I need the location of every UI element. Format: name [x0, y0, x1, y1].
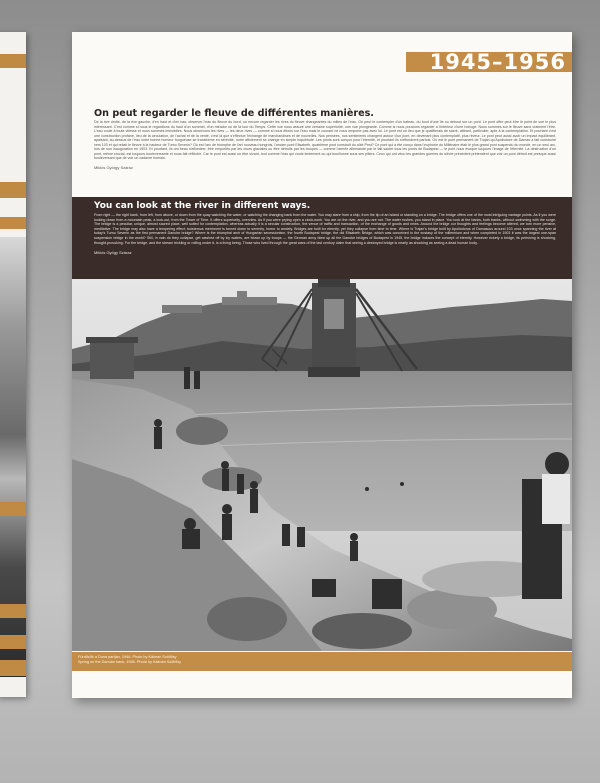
danube-bank-photo-illustration: [72, 279, 572, 651]
photo-caption-hu: Fürdőzők a Duna partján, 1946. Photo by Kálmán Szöllősy: [78, 655, 177, 659]
french-author: Miklós György Száraz: [94, 164, 133, 170]
adjacent-accent-band: [0, 54, 26, 68]
photo-caption: [78, 655, 181, 665]
adjacent-poster-panel: [0, 32, 26, 697]
photo-caption-band: [72, 652, 572, 671]
adjacent-accent-band: [0, 502, 26, 516]
english-author: Miklós Gyögy Száraz: [94, 250, 132, 256]
adjacent-accent-band: [0, 660, 26, 676]
adjacent-accent-band: [0, 182, 26, 198]
english-heading: You can look at the river in different ways.: [94, 201, 311, 211]
french-body: De la rive droite, de la rive gauche, d'en haut et d'en bas, observer l'eau du fleuve du bord, ou encore regarder les rives du fleuve changeantes du milieu de l'eau. On peut le contempler d'un bateau, du bout d'une île ou debout sur un pont. Le pont offre peut être le point de vue le plus intéressant. C'est comme si nous le regardions du haut d'un sommet, d'un mirador ou de la tour du Temps. Cette vue nous assure une certaine supériorité, une vue plongeante. Comme si nous pouvions regarder à l'intérieur d'une horloge. Nous sommes sur le fleuve sans vraiment l'être. L'eau coule à toute vitesse et nous sommes immobiles. Nous observons les rives — les deux rives — comme si nous étions sur l'eau mais le courant ne nous emporte pas avec lui. Le pont est un lieu que je qualifierais de sacré, attirant, particulier, apte à la contemplation. Et pourtant c'est une construction profane, lieu de la circulation, de l'achat et de la vente, c'est là que s'effectue l'échange de marchandises et de nouvelles. Nos pensées, nos sentiments changent autour d'un pont, en devenant plus contemplatif, plus rêveur. Le pont peut aussi avoir un impact équilibrant, apaisant, au-dessus de l'eau notre bonne humeur fougueuse se transforme en sérénité, notre affolement se change en simple inquiétude. Les ponts sont conçus pour l'éternité, et pourtant ils s'effondrent parfois. Où est le pont permanent de Trajan qu'Apollodore de Damas a fait construire vers 103 et qui reliait le fleuve à la hauteur de Turnu Severin? Où est l'arc de triomphe de l'art nouveau hongrois, l'ancien pont Elisabeth, quatrième pont construit du côté Pest? Ce pont qui a été conçu dans l'euphorie du Millénaire était le plus grand pont suspendu du monde, en un seul arc, lors de son inauguration en 1903. Et pourtant, ils ont beau s'effondrer, être emportés par les crues glaciales ou être détruits par les troupes — comme l'armée allemande par le fait sauter tous les ponts de Budapest — le pont nous évoque toujours l'image de l'éternité. La destruction d'un pont, même crucial, est toujours bouleversante et nous fait réfléchir. Car le pont est aussi un être vivant, tout comme l'eau qui coule lentement ou qui bouillonne sous ses piliers. Ceux qui ont vécu les grandes guerres du siècle précédent prétendent que voir un pont détruit est presque aussi bouleversant que de voir un cadavre humain.: [94, 120, 556, 160]
french-text-block: [94, 108, 556, 170]
adjacent-accent-band: [0, 217, 26, 229]
adjacent-accent-band: [0, 604, 26, 618]
photo-caption-en: Spring on the Danube bank, 1946. Photo by Kálmán Szöllősy: [78, 660, 182, 664]
years-title: 1945–1956: [406, 52, 572, 72]
adjacent-accent-band: [0, 635, 26, 649]
french-heading: On peut regarder le fleuve de différentes manières.: [94, 108, 374, 119]
exhibition-poster: [72, 32, 572, 698]
historic-photo: [72, 279, 572, 651]
english-text-band: [72, 197, 572, 279]
english-body: From right — the right bank, from left, from above, or down from the quay watching the water, or watching the changing bank from the water. You may stare from a ship, from the tip of an island or standing on a bridge. The bridge offers one of the most intriguing vantage points. As if you were looking down from a mountain peak, a look-out, from the Tower of Time. It offers superiority, overview. As if you were prying open a clock-work. You are on the river, and you are not. The water rushes, you stand in place. You look at the banks, both banks, without swimming with the surge. The bridge is a peculiar, unique, almost sacred place, well suited for contemplation, whereas actually it is a secular construction, the venue of traffic and transaction, of the exchange of goods and news. Around the bridge our thoughts and feelings become altered, we turn more pensive, meditative. The bridge may also have a tempering effect: boisterous merriment is turned down to serenity, horror to anxiety. Bridges are built for eternity, yet they collapse from time to time. Where is Trajan's bridge built by Apollodorus of Damascus around 103 once spanning the river at today's Turnu Severin as the first permanent Danube bridge? Where is the triumphal arch of Hungarian secessionism, the fourth Budapest bridge, the old Elisabeth Bridge, which was conceived in the ecstasy of the millennium and when completed in 1903 it was the largest one-span suspension bridge in the world? Still, in vain do they collapse, get washed off by icy waters, are blown up by troops — the German army blew up all the Danube bridges of Budapest in 1945, the bridge induces the concept of eternity. However rickety a bridge, its perishing is shocking, thought-provoking. For the bridge, and the stream trickling or rolling under it, is a living being. Those who lived through the great wars of the last century claim that seeing a destroyed bridge is nearly as shocking as seeing a dead human body.: [94, 213, 556, 245]
